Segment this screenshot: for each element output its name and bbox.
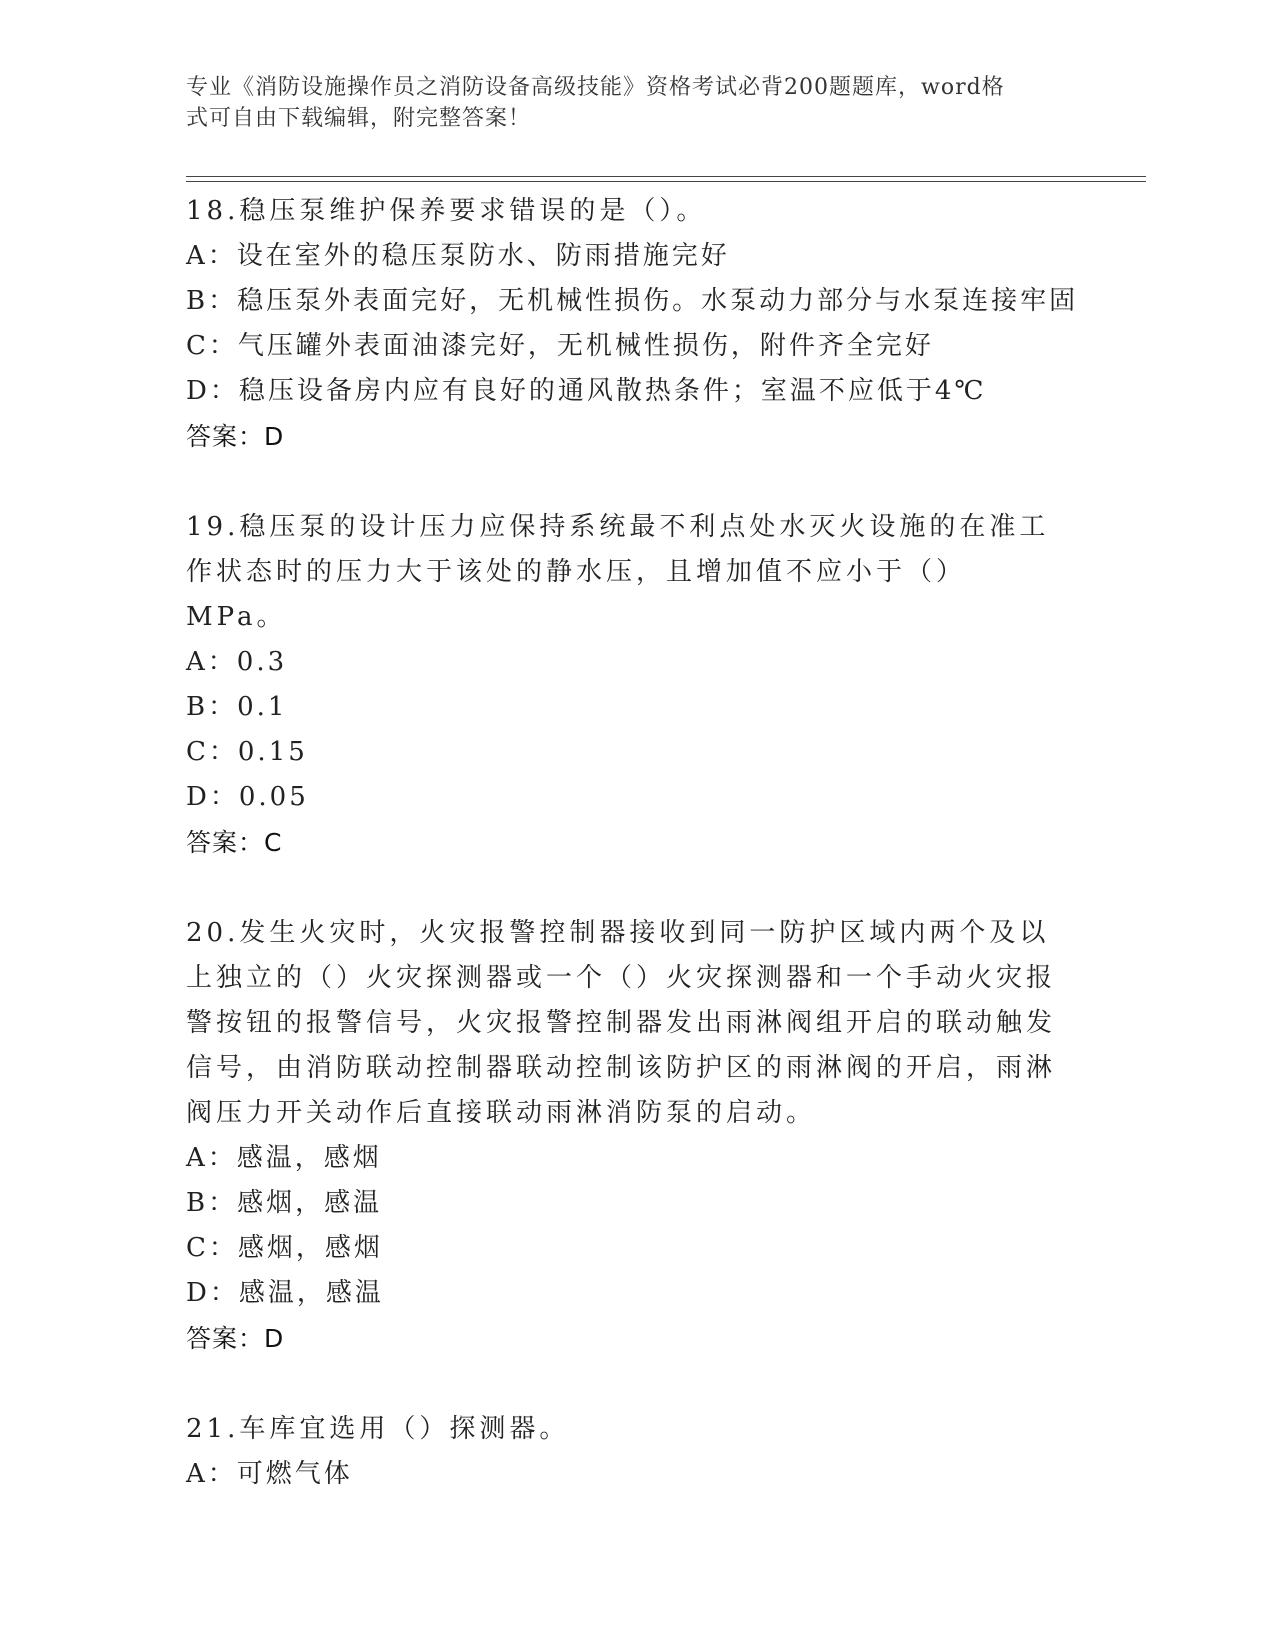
question-18 [186,189,1079,459]
option-b: B：感烟，感温 [186,1188,383,1218]
option-c: C：感烟，感烟 [186,1233,383,1263]
option-d: D：稳压设备房内应有良好的通风散热条件；室温不应低于4℃ [186,376,987,406]
question-21 [186,1407,1066,1497]
option-d: D：0.05 [186,782,309,812]
question-text: 21.车库宜选用（）探测器。 [186,1414,570,1444]
question-20 [186,911,1066,1361]
option-b: B：0.1 [186,692,288,722]
question-text: 18.稳压泵维护保养要求错误的是（）。 [186,196,707,226]
option-d: D：感温，感温 [186,1278,384,1308]
question-text: 20.发生火灾时，火灾报警控制器接收到同一防护区域内两个及以上独立的（）火灾探测器或一个（）火灾探测器和一个手动火灾报警按钮的报警信号，火灾报警控制器发出雨淋阀组开启的联动触发信号，由消防联动控制器联动控制该防护区的雨淋阀的开启，雨淋阀压力开关动作后直接联动雨淋消防泵的启动。 [186,918,1057,1128]
option-c: C：0.15 [186,737,308,767]
question-list [186,189,1079,1497]
option-a: A：0.3 [186,647,288,677]
option-a: A：设在室外的稳压泵防水、防雨措施完好 [186,241,730,271]
header-divider-bottom [186,181,1146,182]
document-header [186,72,1066,134]
answer: 答案：D [186,1324,285,1353]
question-19 [186,505,1066,865]
answer: 答案：D [186,422,285,451]
header-line-1: 专业《消防设施操作员之消防设备高级技能》资格考试必背200题题库，word格 [186,75,1005,100]
option-a: A：可燃气体 [186,1459,353,1489]
option-b: B：稳压泵外表面完好，无机械性损伤。水泵动力部分与水泵连接牢固 [186,286,1079,316]
answer: 答案：C [186,828,283,857]
question-text: 19.稳压泵的设计压力应保持系统最不利点处水灭火设施的在准工作状态时的压力大于该处的静水压，且增加值不应小于（）MPa。 [186,512,1050,632]
header-divider-top [186,176,1146,177]
header-line-2: 式可自由下载编辑，附完整答案！ [186,106,532,131]
option-a: A：感温，感烟 [186,1143,382,1173]
option-c: C：气压罐外表面油漆完好，无机械性损伤，附件齐全完好 [186,331,934,361]
